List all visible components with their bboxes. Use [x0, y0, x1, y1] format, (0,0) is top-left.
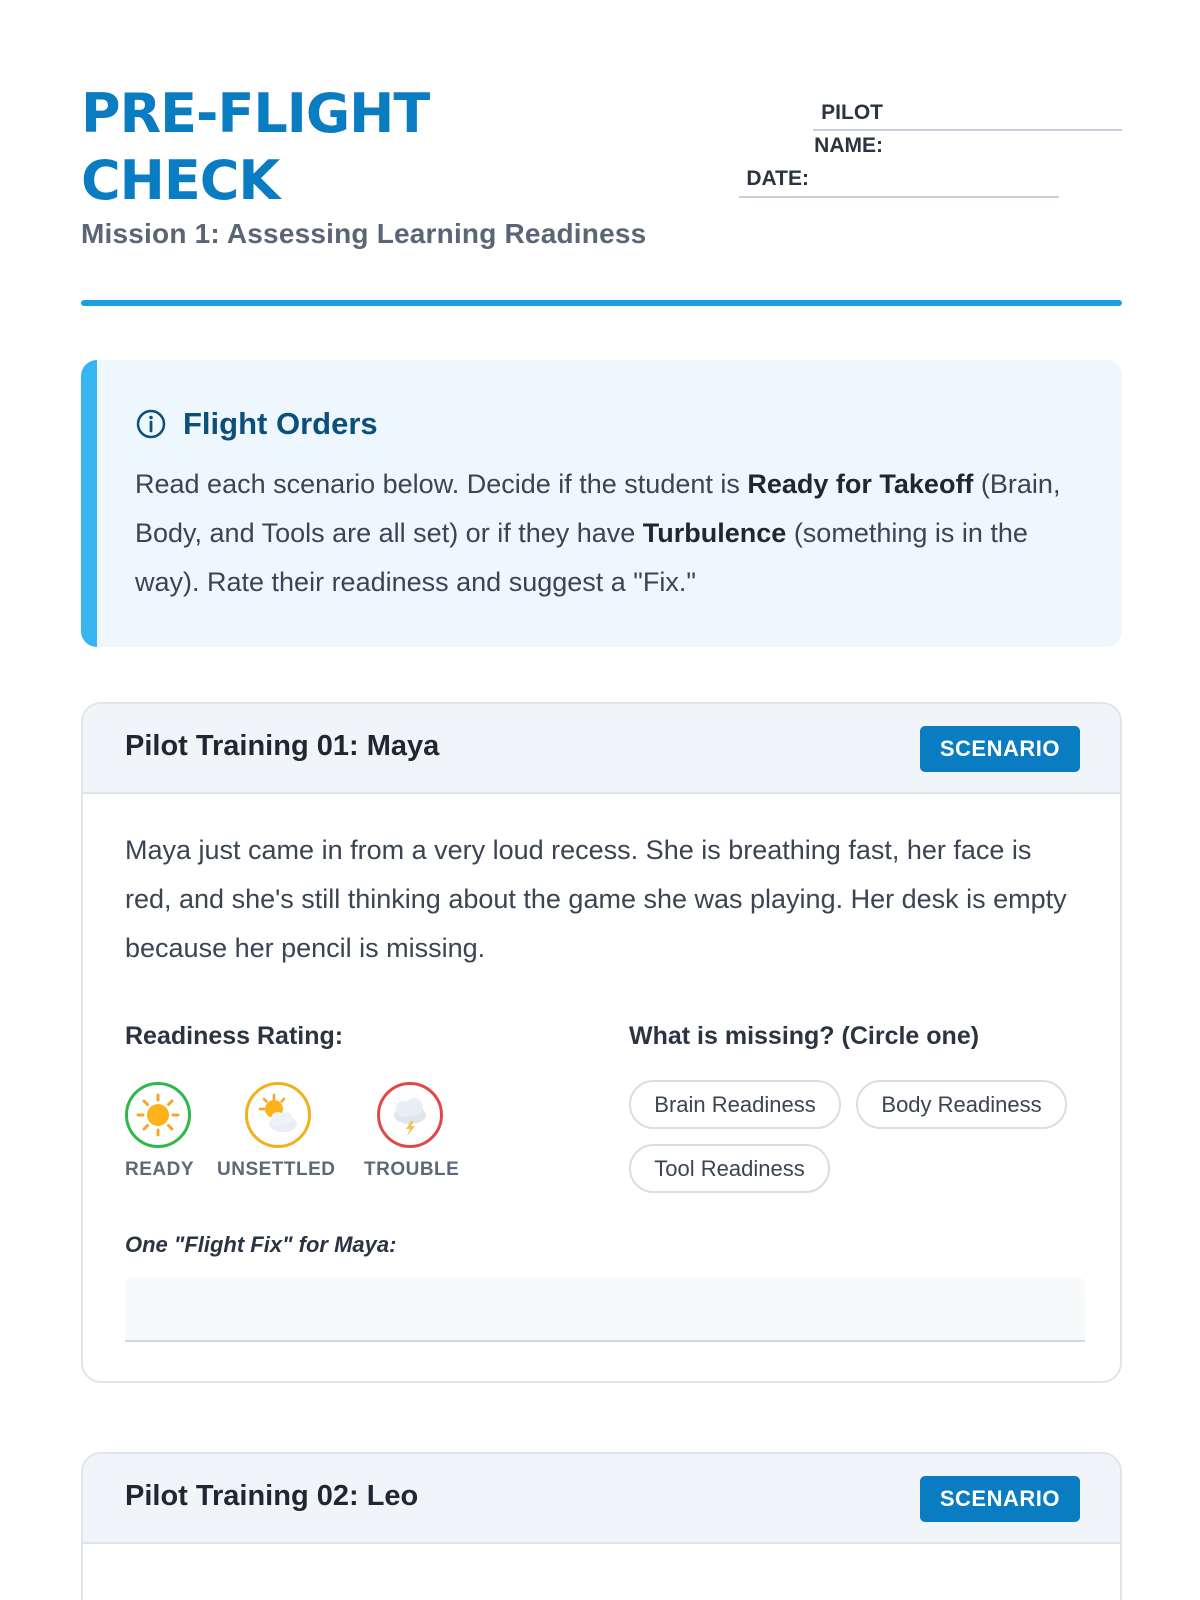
orders-text-part-3: (something is in the way). Rate their readiness and suggest a "Fix." — [135, 518, 1028, 597]
sun-icon — [135, 1092, 181, 1138]
orders-text-part-1: Read each scenario below. Decide if the student is — [135, 469, 748, 499]
scenario-card-leo — [81, 1452, 1122, 1600]
info-icon — [135, 408, 167, 440]
rating-trouble-label: TROUBLE — [364, 1159, 460, 1180]
scenario-card-maya — [81, 702, 1122, 1383]
flight-orders-callout — [81, 360, 1122, 647]
scenario-card-header — [83, 704, 1120, 794]
title-line-1: PRE-FLIGHT — [81, 82, 430, 145]
scenario-badge: SCENARIO — [920, 1476, 1080, 1522]
scenario-card-header — [83, 1454, 1120, 1544]
pilot-label-line-1: PILOT — [821, 101, 883, 124]
flight-fix-label: One "Flight Fix" for Maya: — [125, 1232, 397, 1257]
missing-label: What is missing? (Circle one) — [629, 1022, 980, 1050]
turbulence-term: Turbulence — [642, 518, 787, 548]
orders-text-part-2: (Brain, Body, and Tools are all set) or if they have — [135, 469, 1061, 548]
worksheet-header — [81, 80, 1122, 306]
scenario-title: Pilot Training 02: Leo — [125, 1480, 419, 1512]
rating-unsettled-option[interactable] — [245, 1082, 311, 1148]
rating-ready-label: READY — [125, 1159, 195, 1180]
flight-fix-input[interactable] — [125, 1277, 1085, 1342]
option-brain-readiness[interactable]: Brain Readiness — [629, 1080, 841, 1129]
readiness-rating-label: Readiness Rating: — [125, 1022, 344, 1050]
header-divider — [81, 300, 1122, 306]
page-title — [81, 80, 641, 214]
date-field[interactable] — [739, 196, 1059, 198]
orders-text — [135, 460, 1095, 607]
rating-unsettled-label: UNSETTLED — [217, 1159, 336, 1180]
pilot-label-line-2: NAME: — [814, 134, 883, 157]
scenario-badge: SCENARIO — [920, 726, 1080, 772]
option-tool-readiness[interactable]: Tool Readiness — [629, 1144, 830, 1193]
rating-trouble-option[interactable] — [377, 1082, 443, 1148]
sun-behind-cloud-icon — [254, 1091, 302, 1139]
storm-cloud-icon — [386, 1091, 434, 1139]
orders-title-row — [135, 406, 378, 442]
scenario-text: Maya just came in from a very loud recess. She is breathing fast, her face is red, and she's still thinking about the game she was playing. Her desk is empty because her pencil is missing. — [125, 835, 1067, 963]
pilot-name-field[interactable] — [813, 129, 1122, 131]
scenario-title: Pilot Training 01: Maya — [125, 730, 440, 762]
orders-title: Flight Orders — [183, 406, 378, 441]
rating-ready-option[interactable] — [125, 1082, 191, 1148]
ready-for-takeoff-term: Ready for Takeoff — [747, 469, 974, 499]
title-line-2: CHECK — [81, 149, 280, 212]
date-label: DATE: — [746, 167, 809, 190]
option-body-readiness[interactable]: Body Readiness — [856, 1080, 1067, 1129]
page-subtitle: Mission 1: Assessing Learning Readiness — [81, 218, 647, 249]
